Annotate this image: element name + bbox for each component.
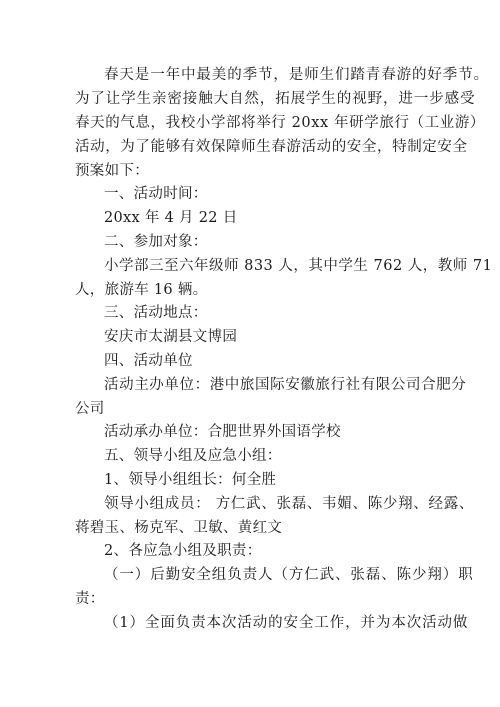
organizer-line-1: 活动主办单位：港中旅国际安徽旅行社有限公司合肥分 [104, 377, 467, 393]
section-heading-participants: 二、参加对象： [104, 234, 208, 250]
section-heading-time: 一、活动时间： [104, 186, 208, 202]
section-heading-leadership: 五、领导小组及应急小组： [104, 448, 282, 464]
paragraph-intro-line-4: 活动，为了能够有效保障师生春游活动的安全，特制定安全 [75, 139, 468, 155]
paragraph-intro-line-3: 春天的气息，我校小学部将举行 20xx 年研学旅行（工业游） [75, 115, 486, 131]
subheading-emergency-groups: 2、各应急小组及职责： [104, 543, 262, 559]
paragraph-intro-line-5: 预案如下： [75, 163, 149, 179]
logistics-group-line-1: （一）后勤安全组负责人（方仁武、张磊、陈少翔）职 [104, 567, 474, 583]
logistics-group-line-2: 责： [75, 591, 105, 607]
paragraph-intro-line-2: 为了让学生亲密接触大自然，拓展学生的视野，进一步感受 [75, 91, 476, 107]
organizer-line-2: 公司 [75, 401, 105, 417]
paragraph-intro-line-1: 春天是一年中最美的季节，是师生们踏青春游的好季节。 [104, 67, 489, 83]
participants-line-2: 人，旅游车 16 辆。 [75, 282, 208, 298]
members-line-1: 领导小组成员： 方仁武、张磊、韦媚、陈少翔、经露、 [104, 496, 475, 512]
duty-item-1: （1）全面负责本次活动的安全工作，并为本次活动做 [104, 615, 469, 631]
leader: 1、领导小组组长：何全胜 [104, 472, 277, 488]
members-line-2: 蒋碧玉、杨克军、卫敏、黄红文 [75, 520, 283, 536]
section-heading-location: 三、活动地点： [104, 305, 208, 321]
participants-line-1: 小学部三至六年级师 833 人，其中学生 762 人，教师 71 [104, 258, 493, 274]
activity-date: 20xx 年 4 月 22 日 [104, 210, 238, 226]
activity-location: 安庆市太湖县文博园 [104, 329, 238, 345]
section-heading-units: 四、活动单位 [104, 353, 193, 369]
host-unit: 活动承办单位：合肥世界外国语学校 [104, 424, 341, 440]
